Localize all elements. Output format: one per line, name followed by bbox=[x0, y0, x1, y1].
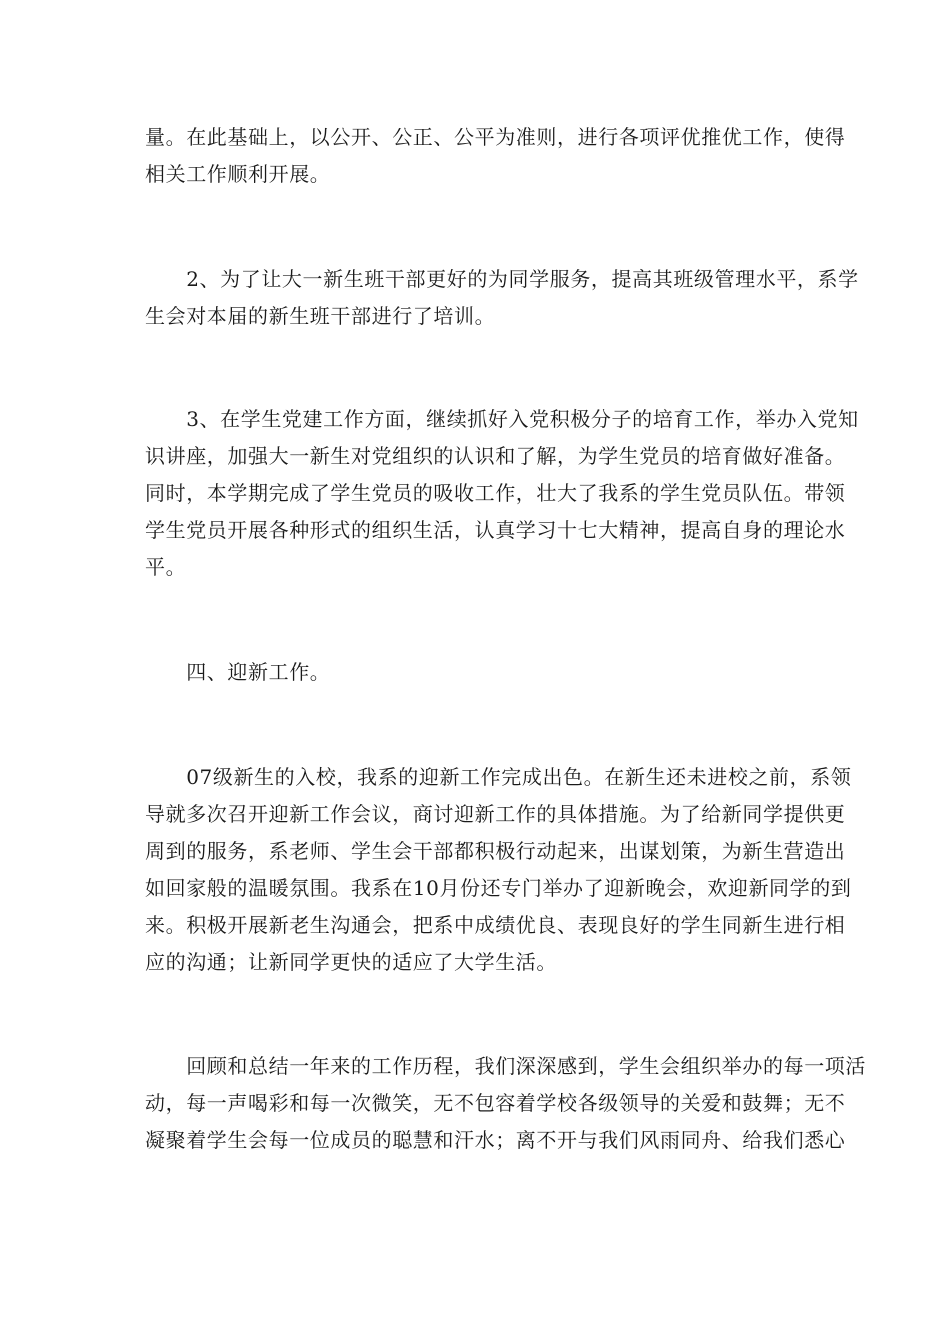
section-heading: 四、迎新工作。 bbox=[145, 660, 331, 684]
text-line: 应的沟通；让新同学更快的适应了大学生活。 bbox=[145, 950, 557, 974]
text-line: 来。积极开展新老生沟通会，把系中成绩优良、表现良好的学生同新生进行相 bbox=[145, 913, 846, 937]
text-line: 回顾和总结一年来的工作历程，我们深深感到，学生会组织举办的每一项活 bbox=[145, 1054, 866, 1078]
text-line: 3、在学生党建工作方面，继续抓好入党积极分子的培育工作，举办入党知 bbox=[145, 407, 859, 431]
text-line: 识讲座，加强大一新生对党组织的认识和了解，为学生党员的培育做好准备。 bbox=[145, 444, 846, 468]
text-line: 07级新生的入校，我系的迎新工作完成出色。在新生还未进校之前，系领 bbox=[145, 765, 852, 789]
text-line: 动，每一声喝彩和每一次微笑，无不包容着学校各级领导的关爱和鼓舞；无不 bbox=[145, 1091, 846, 1115]
text-line: 2、为了让大一新生班干部更好的为同学服务，提高其班级管理水平，系学 bbox=[145, 267, 859, 291]
text-line: 生会对本届的新生班干部进行了培训。 bbox=[145, 304, 496, 328]
text-line: 学生党员开展各种形式的组织生活，认真学习十七大精神，提高自身的理论水 bbox=[145, 518, 846, 542]
text-line: 导就多次召开迎新工作会议，商讨迎新工作的具体措施。为了给新同学提供更 bbox=[145, 802, 846, 826]
text-line: 同时，本学期完成了学生党员的吸收工作，壮大了我系的学生党员队伍。带领 bbox=[145, 481, 846, 505]
text-line: 如回家般的温暖氛围。我系在10月份还专门举办了迎新晚会，欢迎新同学的到 bbox=[145, 876, 852, 900]
text-line: 凝聚着学生会每一位成员的聪慧和汗水；离不开与我们风雨同舟、给我们悉心 bbox=[145, 1128, 846, 1152]
text-line: 周到的服务，系老师、学生会干部都积极行动起来，出谋划策，为新生营造出 bbox=[145, 839, 846, 863]
text-line: 量。在此基础上，以公开、公正、公平为准则，进行各项评优推优工作，使得 bbox=[145, 125, 846, 149]
text-line: 平。 bbox=[145, 555, 187, 579]
text-line: 相关工作顺利开展。 bbox=[145, 162, 331, 186]
